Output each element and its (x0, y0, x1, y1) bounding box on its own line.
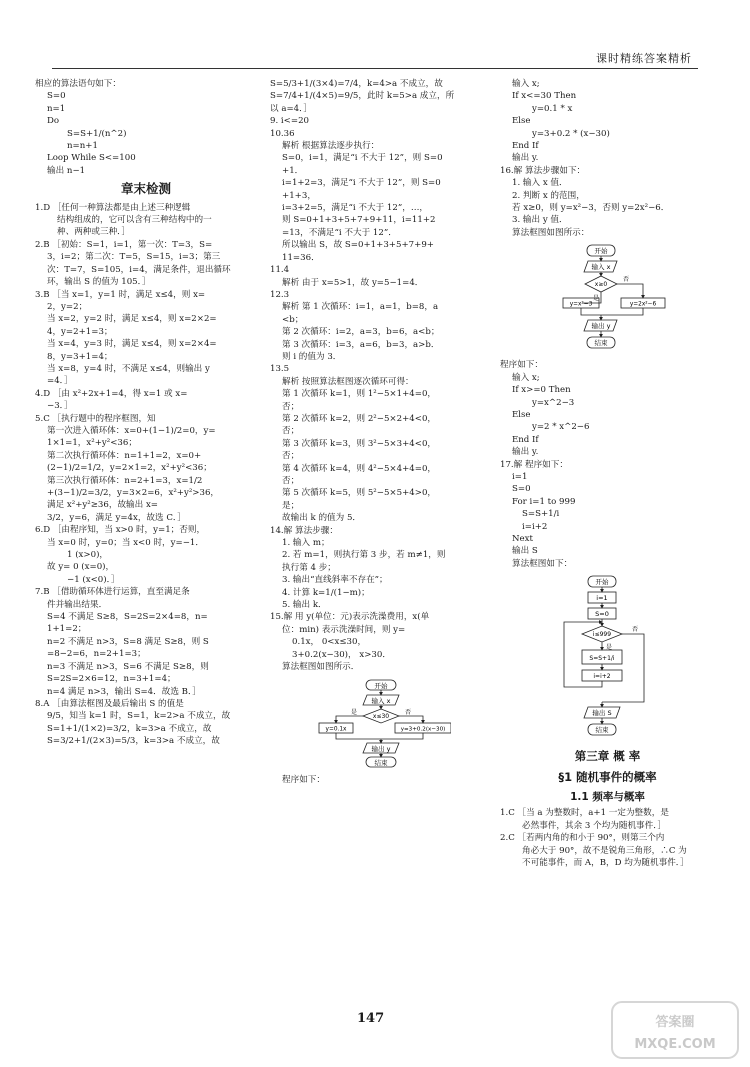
column-right (500, 78, 715, 869)
flow-yes-label: 是 (592, 295, 599, 303)
answer-line: 不可能事件，而 A，B，D 均为随机事件．］ (522, 858, 689, 869)
answer-line: S=4 不满足 S≥8，S=2S=2×4=8，n= (47, 612, 208, 623)
page-number: 147 (357, 1011, 385, 1026)
text-line: S=S+1/(n^2) (67, 128, 127, 139)
flow-init-i-label: i=1 (595, 594, 608, 603)
answer-line: (2−1)/2=1/2，y=2×1=2，x²+y²<36； (47, 463, 212, 474)
answer-line: 13.5 (270, 364, 290, 375)
answer-line: 必然事件，其余 3 个均为随机事件．］ (522, 820, 667, 831)
code-line: Else (512, 409, 531, 420)
flow-output-label: 输出 S (591, 709, 612, 718)
flow-end-label: 结束 (374, 758, 388, 767)
answer-line: 1.C ［当 a 为整数时，a+1 一定为整数，是 (500, 808, 669, 819)
answer-line: 1×1=1，x²+y²<36； (47, 438, 137, 449)
answer-line: +1． (282, 165, 304, 176)
answer-line: 第 3 次循环：i=3，a=6，b=3，a>b． (282, 339, 440, 350)
answer-line: 1. 输入 m； (282, 538, 330, 549)
answer-line: 第 4 次循环 k=4，则 4²−5×4+4=0， (282, 463, 437, 474)
answer-line: 16.解 算法步骤如下： (500, 165, 586, 176)
answer-line: 算法框图如图所示． (282, 662, 360, 673)
answer-line: i=3+2=5，满足“i 不大于 12”，…， (282, 203, 429, 214)
flow-step2-label: i=i+2 (592, 673, 611, 681)
answer-line: <b； (282, 314, 304, 325)
answer-line: S=1+1/(1×2)=3/2，k=3>a 不成立，故 (47, 723, 212, 734)
code-line: 输入 x; (512, 372, 540, 383)
flow-start-label: 开始 (594, 247, 607, 256)
answer-line: 5. 输出 k． (282, 600, 327, 611)
answer-line: n=4 满足 n>3，输出 S=4．故选 B．］ (47, 686, 201, 697)
answer-line: 1+1=2； (47, 624, 87, 635)
answer-line: 当 x=0 时，y=0；当 x<0 时，y=−1． (47, 537, 204, 548)
flow-right-label: y=2x²−6 (629, 301, 656, 308)
code-line: If x<=30 Then (512, 91, 577, 102)
code-line: S=0 (512, 484, 531, 495)
answer-line: i=1+2=3，满足“i 不大于 12”，则 S=0 (282, 178, 441, 189)
answer-line: −1 (x<0)．］ (67, 574, 120, 585)
answer-line: 3+0.2(x−30)， x>30． (292, 649, 391, 660)
answer-line: 3，i=2；第二次：T=5，S=15，i=3；第三 (47, 252, 221, 263)
text-line: Loop While S<=100 (47, 153, 136, 164)
answer-line: 第 2 次循环：i=2，a=3，b=6，a<b； (282, 327, 440, 338)
text-line: S=0 (47, 91, 66, 102)
answer-line: 7.B ［借助循环体进行运算，直至满足条 (35, 587, 190, 598)
code-line: For i=1 to 999 (512, 496, 576, 507)
column-middle (270, 78, 492, 786)
chapter-title: 第三章 概 率 (574, 749, 641, 764)
answer-line: 解析 由于 x=5>1，故 y=5−1=4． (282, 277, 424, 288)
text-line: n=1 (47, 103, 66, 114)
flow-step1-label: S=S+1/i (588, 655, 615, 663)
flow-right-label: y=3+0.2(x−30) (400, 726, 446, 732)
answer-line: 5.C ［执行题中的程序框图，知 (35, 413, 156, 424)
answer-line: 解析 根据算法逐步执行： (282, 141, 380, 152)
answer-line: 1 (x>0)， (67, 550, 109, 561)
answer-line: 6.D ［由程序知，当 x>0 时，y=1；否则， (35, 525, 206, 536)
answer-line: 否； (282, 476, 300, 486)
answer-line: 结构组成的，它可以含有三种结构中的一 (57, 215, 212, 226)
answer-line: 算法框图如图所示： (512, 227, 590, 238)
flowchart-q15 (311, 678, 451, 770)
flow-no-label: 否 (405, 708, 412, 716)
code-line: S=S+1/i (522, 509, 560, 520)
answer-line: −3．］ (47, 401, 73, 412)
answer-line: 故输出 k 的值为 5． (282, 513, 362, 524)
answer-line: 12.3 (270, 289, 290, 300)
answer-line: 0.1x， 0<x≤30， (292, 637, 367, 648)
flow-init-s-label: S=0 (594, 610, 609, 619)
code-line: Else (512, 116, 531, 127)
section-title: 章末检测 (120, 181, 171, 197)
flow-left-label: y=0.1x (325, 726, 347, 732)
answer-line: 当 x=2，y=2 时，满足 x≤4，则 x=2×2= (47, 314, 217, 325)
code-line: y=2 * x^2−6 (532, 422, 590, 433)
code-line: y=x^2−3 (532, 397, 575, 408)
answer-line: 故 y= 0 (x=0)， (47, 562, 115, 573)
answer-line: 2.C ［若两内角的和小于 90°，则第三个内 (500, 833, 665, 844)
answer-line: n=3 不满足 n>3，S=6 不满足 S≥8，则 (47, 661, 209, 672)
code-line: 输出 y. (512, 153, 539, 164)
flow-output-label: 输出 y (591, 322, 610, 331)
answer-line: 17.解 程序如下： (500, 459, 568, 470)
answer-line: 3. 输出 y 值． (512, 215, 568, 226)
answer-line: 种、两种或三种．］ (57, 227, 131, 238)
answer-line: S=2S=2×6=12，n=3+1=4； (47, 674, 176, 685)
answer-line: 程序如下： (282, 774, 325, 785)
answer-line: S=7/4+1/(4×5)=9/5，此时 k=5>a 成立，所 (270, 91, 455, 102)
answer-line: 执行第 4 步； (282, 562, 336, 573)
column-left (35, 78, 257, 748)
answer-line: S=5/3+1/(3×4)=7/4，k=4>a 不成立，故 (270, 79, 443, 89)
watermark-logo (610, 1000, 740, 1060)
answer-line: 1. 输入 x 值． (512, 178, 568, 189)
answer-line: n=2 不满足 n>3，S=8 满足 S≥8，则 S (47, 636, 209, 647)
answer-line: +(3−1)/2=3/2，y=3×2=6，x²+y²>36， (47, 488, 220, 498)
answer-line: 第三次执行循环体：n=2+1=3，x=1/2 (47, 475, 203, 486)
answer-line: 8.A ［由算法框图及最后输出 S 的值是 (35, 698, 184, 709)
code-line: End If (512, 434, 539, 445)
answer-line: 则 S=0+1+3+5+7+9+11，i=11+2 (282, 215, 436, 226)
answer-line: 件并输出结果． (47, 599, 108, 610)
answer-line: 环，输出 S 的值为 105．］ (47, 277, 151, 288)
answer-line: 11.4 (270, 265, 290, 276)
page-header: 课时精练答案精析 (596, 52, 692, 65)
text-line: n=n+1 (67, 141, 98, 152)
watermark-line2: MXQE.COM (634, 1037, 716, 1052)
flow-end-label: 结束 (595, 726, 608, 735)
answer-line: 15.解 用 y(单位：元)表示洗澡费用，x(单 (270, 612, 430, 623)
answer-line: =8−2=6，n=2+1=3； (47, 649, 146, 660)
answer-line: 14.解 算法步骤： (270, 525, 338, 536)
answer-line: 9. i<=20 (270, 116, 310, 127)
answer-line: 3.B ［当 x=1，y=1 时，满足 x≤4，则 x= (35, 289, 206, 300)
answer-line: 4. 计算 k=1/(1−m)； (282, 587, 370, 598)
flow-output-label: 输出 y (371, 744, 391, 753)
code-line: y=0.1 * x (532, 103, 573, 114)
header-rule (52, 68, 698, 69)
answer-line: +1+3， (282, 190, 316, 201)
code-line: Next (512, 533, 533, 544)
flow-decision-label: x≥0 (594, 281, 607, 289)
answer-line: 否； (282, 426, 300, 437)
answer-line: 10.36 (270, 128, 295, 139)
answer-line: 所以输出 S，故 S=0+1+3+5+7+9+ (282, 240, 435, 251)
answer-line: 2.B ［初始：S=1，i=1，第一次：T=3，S= (35, 239, 213, 250)
answer-line: 当 x=4，y=3 时，满足 x≤4，则 x=2×4= (47, 339, 217, 350)
code-line: y=3+0.2 * (x−30) (532, 128, 610, 139)
section-title: §1 随机事件的概率 (558, 769, 657, 784)
code-line: i=i+2 (522, 521, 548, 532)
flow-yes-label: 是 (605, 644, 612, 652)
answer-line: 4.D ［由 x²+2x+1=4，得 x=1 或 x= (35, 388, 188, 399)
answer-line: 2. 若 m=1，则执行第 3 步，若 m≠1，则 (282, 550, 446, 561)
answer-line: 第 3 次循环 k=3，则 3²−5×3+4<0， (282, 438, 437, 449)
answer-line: 次：T=7，S=105，i=4，满足条件，退出循环 (47, 264, 231, 275)
code-line: 输入 x; (512, 79, 540, 89)
answer-line: 2. 判断 x 的范围， (512, 190, 585, 201)
code-line: 输出 y. (512, 447, 539, 458)
answer-line: 则 i 的值为 3． (282, 351, 342, 362)
answer-line: =4．］ (47, 376, 73, 387)
answer-line: 当 x=8，y=4 时，不满足 x≤4，则输出 y (47, 363, 210, 374)
flow-input-label: 输入 x (591, 263, 610, 272)
flow-end-label: 结束 (594, 339, 607, 348)
answer-line: 是； (282, 500, 300, 511)
flow-left-label: y=x²−3 (569, 301, 592, 308)
answer-line: S=0，i=1，满足“i 不大于 12”，则 S=0 (282, 153, 443, 164)
answer-line: 第二次执行循环体：n=1+1=2，x=0+ (47, 450, 202, 461)
answer-line: 位：min) 表示洗澡时间，则 y= (282, 624, 406, 635)
answer-line: 2，y=2； (47, 301, 88, 312)
code-line: 输出 S (512, 546, 538, 557)
answer-line: =13，不满足“i 不大于 12”． (282, 227, 397, 238)
answer-line: 角必大于 90°，故不是锐角三角形，∴C 为 (522, 845, 687, 856)
flow-no-label: 否 (622, 276, 629, 284)
answer-line: 第 5 次循环 k=5，则 5²−5×5+4>0， (282, 488, 437, 499)
answer-line: 第 1 次循环 k=1，则 1²−5×1+4=0， (282, 389, 437, 400)
answer-line: 若 x≥0，则 y=x²−3，否则 y=2x²−6． (512, 203, 670, 214)
answer-line: 解析 按照算法框图逐次循环可得： (282, 376, 414, 387)
answer-line: 8，y=3+1=4； (47, 351, 113, 362)
text-line: 输出 n−1 (47, 165, 86, 176)
subsection-title: 1.1 频率与概率 (570, 791, 645, 803)
flow-input-label: 输入 x (371, 696, 391, 705)
watermark-line1: 答案圈 (655, 1015, 695, 1030)
answer-line: 第 2 次循环 k=2，则 2²−5×2+4<0， (282, 413, 437, 424)
answer-line: S=3/2+1/(2×3)=5/3，k=3>a 不成立，故 (47, 736, 220, 747)
code-line: If x>=0 Then (512, 385, 571, 396)
answer-line: 以 a=4．］ (270, 103, 313, 114)
answer-line: 算法框图如下： (512, 558, 573, 569)
flow-yes-label: 是 (351, 708, 358, 716)
answer-line: 第一次进入循环体：x=0+(1−1)/2=0，y= (47, 425, 216, 436)
flow-start-label: 开始 (595, 578, 608, 587)
answer-line: 否； (282, 401, 300, 412)
answer-line: 4，y=2+1=3； (47, 326, 113, 337)
answer-line: 满足 x²+y²≥36，故输出 x= (47, 500, 159, 511)
answer-line: 3. 输出“直线斜率不存在”； (282, 575, 388, 586)
flowchart-q16 (543, 243, 673, 355)
answer-line: 程序如下： (500, 360, 543, 371)
code-line: End If (512, 141, 539, 152)
answer-line: 否； (282, 451, 300, 462)
flow-start-label: 开始 (374, 681, 388, 690)
answer-line: 解析 第 1 次循环：i=1，a=1，b=8，a (282, 302, 439, 313)
flowchart-q17 (548, 574, 668, 742)
flow-decision-label: i≤999 (592, 631, 611, 639)
flow-no-label: 否 (631, 626, 638, 634)
answer-line: 11=36． (282, 252, 320, 263)
flow-decision-label: x≤30 (372, 712, 390, 720)
answer-line: 9/5，知当 k=1 时，S=1，k=2>a 不成立，故 (47, 711, 231, 722)
answer-line: 1.D ［任何一种算法都是由上述三种逻辑 (35, 202, 191, 213)
code-line: i=1 (512, 471, 528, 482)
text-line: Do (47, 116, 60, 127)
answer-line: 3/2，y=6，满足 y=4x，故选 C．］ (47, 512, 186, 523)
text-line: 相应的算法语句如下： (35, 79, 121, 89)
